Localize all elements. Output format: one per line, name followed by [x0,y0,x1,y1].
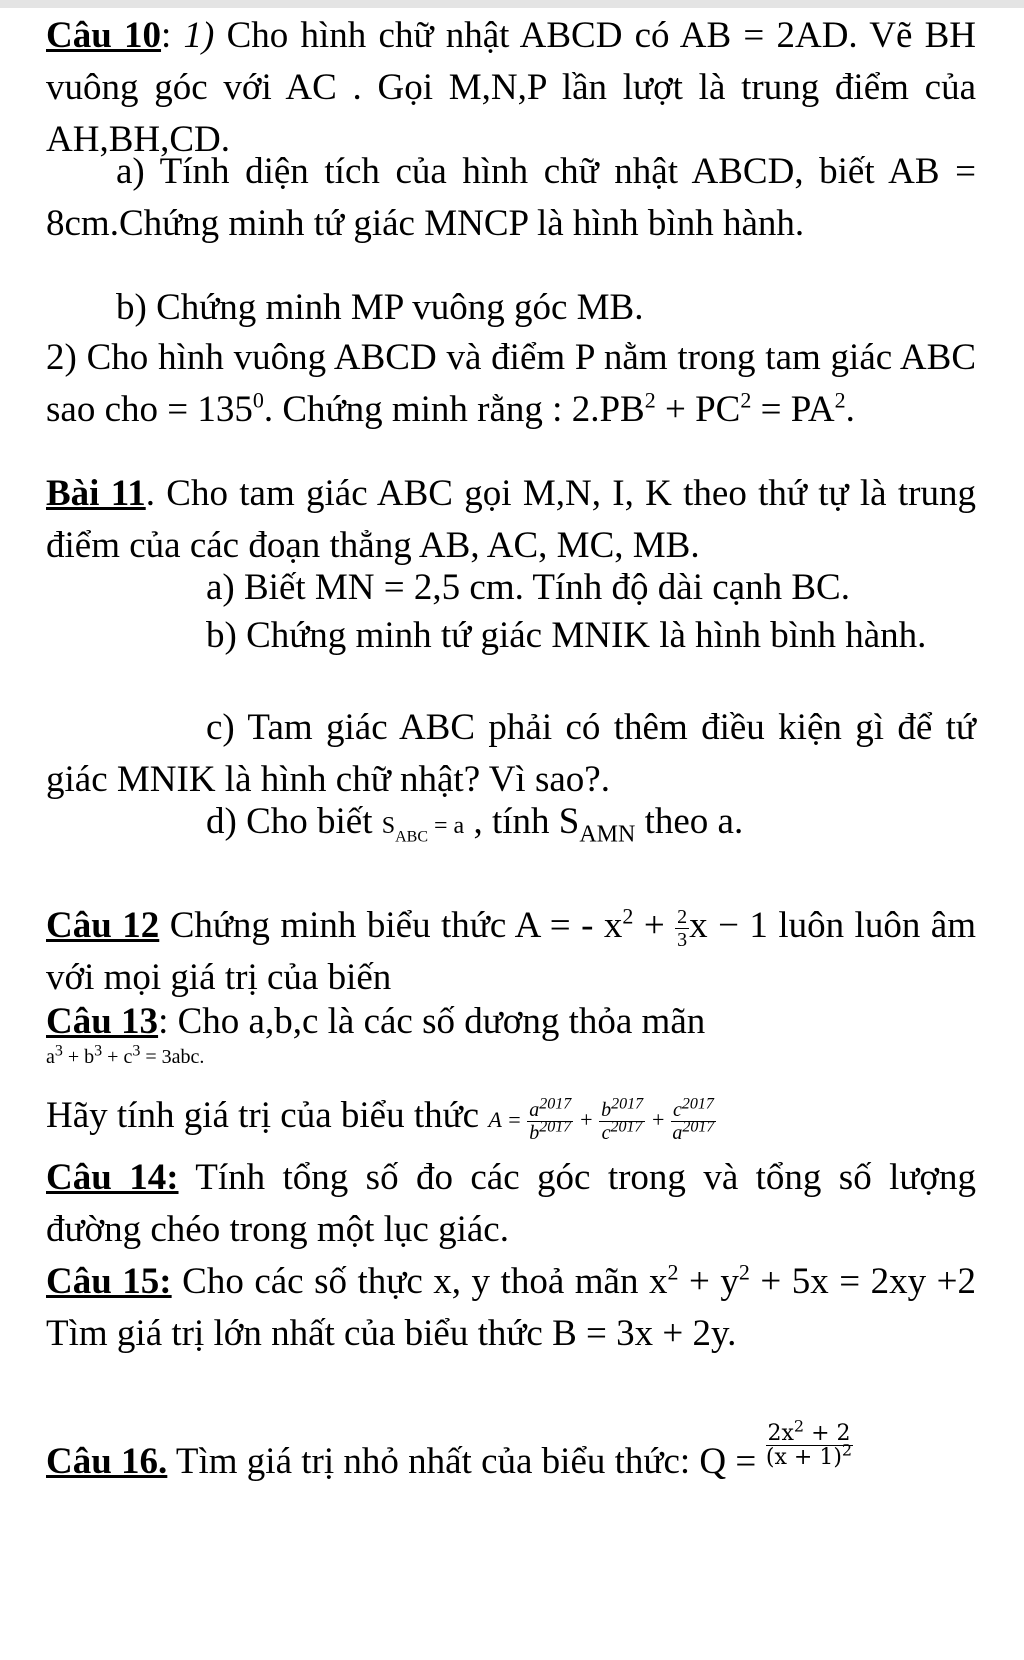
q13-label: Câu 13 [46,1001,159,1042]
q14-label: Câu 14: [46,1157,179,1198]
q10-part-b: b) Chứng minh MP vuông góc MB. [116,287,644,328]
q15-label: Câu 15: [46,1261,172,1302]
b11-label: Bài 11 [46,473,146,514]
q10-part-1: 1) [183,15,215,56]
b11-part-c: c) Tam giác ABC phải có thêm điều kiện gì để tứ giác MNIK là hình chữ nhật? Vì sao?. [46,707,976,800]
b11-part-b: b) Chứng minh tứ giác MNIK là hình bình hành. [206,615,927,656]
b11-intro: Bài 11. Cho tam giác ABC gọi M,N, I, K theo thứ tự là trung điểm của các đoạn thẳng AB, AC, MC, MB. [46,473,976,566]
q10-part-a: a) Tính diện tích của hình chữ nhật ABCD, biết AB = 8cm.Chứng minh tứ giác MNCP là hình bình hành. [46,151,976,244]
q10-intro: Câu 10: 1) Cho hình chữ nhật ABCD có AB = 2AD. Vẽ BH vuông góc với AC . Gọi M,N,P lần lượt là trung điểm của AH,BH,CD. [46,15,976,160]
q13-ask: Hãy tính giá trị của biểu thức A = $\frac{a^{2017}}{b^{2017}}$ + $\frac{b^{2017}}{c^{2017}}$ + $\frac{c^{2017}}{a^{2017}}$ [46,1095,715,1144]
q13-condition: $a^3 + b^3 + c^3 = 3abc$. [46,1042,205,1068]
q14: Câu 14: Tính tổng số đo các góc trong và tổng số lượng đường chéo trong một lục giác. [46,1157,976,1250]
q10-label: Câu 10 [46,15,162,56]
q15: Câu 15: Cho các số thực x, y thoả mãn $x^2 + y^2 + 5x = 2xy +2$ Tìm giá trị lớn nhất của biểu thức B = 3x + 2y. [46,1259,976,1354]
q10-part-2: 2) Cho hình vuông ABCD và điểm P nằm trong tam giác ABC sao cho = $135^0$. Chứng minh rằng : $2.PB^2 + PC^2 = PA^2$. [46,337,976,430]
q16: Câu 16. Tìm giá trị nhỏ nhất của biểu thức: Q = $\frac{2x^2 + 2}{(x + 1)^2}$ [46,1417,853,1482]
b11-part-a: a) Biết MN = 2,5 cm. Tính độ dài cạnh BC. [206,567,850,608]
q16-fraction: $\frac{2x^2 + 2}{(x + 1)^2}$ [765,1417,853,1471]
q10-intro-text: Cho hình chữ nhật ABCD có AB = 2AD. Vẽ BH vuông góc với AC . Gọi M,N,P lần lượt là trung điểm của AH,BH,CD. [46,15,976,160]
q13-expression: A = $\frac{a^{2017}}{b^{2017}}$ + $\frac{b^{2017}}{c^{2017}}$ + $\frac{c^{2017}}{a^{2017}}$ [488,1095,715,1144]
b11-part-d: d) Cho biết $S_{ABC} = a$ , tính $S_{AMN}$ theo a. [206,801,744,848]
q12-fraction: $\frac{2}{3}$ [677,905,688,951]
q16-label: Câu 16. [46,1441,168,1482]
q13: Câu 13: Cho a,b,c là các số dương thỏa mãn [46,1001,706,1042]
q12: Câu 12 Chứng minh biểu thức A = - $x^2$ + $\frac{2}{3}$ x − 1 luôn luôn âm với mọi giá trị của biến [46,903,976,998]
cropped-header-strip [0,0,1024,8]
q12-label: Câu 12 [46,905,160,946]
